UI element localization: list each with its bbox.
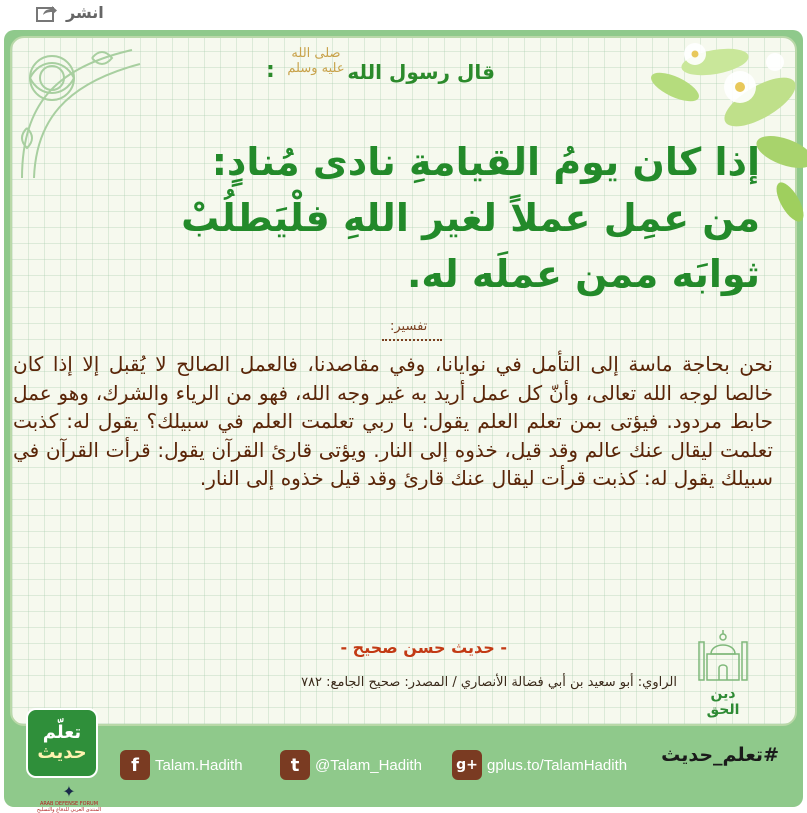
- paper-background: [10, 36, 797, 726]
- google-plus-icon: g+: [452, 750, 482, 780]
- forum-emblem-icon: ✦: [62, 782, 76, 801]
- gplus-link[interactable]: [452, 750, 627, 780]
- hadith-line: من عمِل عملاً لغير اللهِ فلْيَطلُبْ: [181, 196, 760, 240]
- facebook-label: Talam.Hadith: [155, 756, 243, 774]
- arab-defense-forum-watermark: [24, 782, 114, 812]
- hadith-grade: - حديث حسن صحيح -: [340, 638, 507, 657]
- footer-bar: [4, 722, 803, 813]
- mosque-icon: [693, 628, 753, 686]
- intro-heading: قال رسول الله: [347, 60, 495, 84]
- hadith-card: [4, 30, 803, 813]
- facebook-icon: f: [120, 750, 150, 780]
- brand-bottom-text: حديث: [37, 742, 87, 763]
- forum-name-arabic: المنتدى العربي للدفاع والتسليح: [36, 807, 102, 813]
- deen-alhaq-label: دين الحق: [706, 686, 740, 718]
- intro-colon: :: [266, 58, 275, 83]
- dotted-divider: [382, 339, 442, 341]
- twitter-icon: t: [280, 750, 310, 780]
- share-label: انشر: [66, 3, 104, 22]
- forum-name: ARAB DEFENSE FORUM: [39, 801, 99, 807]
- hashtag[interactable]: #تعلم_حديث: [661, 744, 779, 766]
- narrator-source: الراوي: أبو سعيد بن أبي فضالة الأنصاري / المصدر: صحيح الجامع: ٧٨٢: [301, 675, 677, 690]
- top-bar: [0, 0, 807, 30]
- deen-alhaq-logo: [693, 628, 753, 718]
- facebook-link[interactable]: [120, 750, 243, 780]
- share-arrow-icon: [36, 4, 58, 22]
- explanation-text: نحن بحاجة ماسة إلى التأمل في نوايانا، وفي مقاصدنا، فالعمل الصالح لا يُقبل إلا إذا كان خالصا لوجه الله تعالى، وأنّ كل عمل أريد به غير وجه الله، فهو من الرياء والشرك، وهو عمل حابط مردود. فيؤتى بمن تعلم العلم يقول: يا ربي تعلمت العلم في سبيلك؟ يقول له: كذبت تعلمت ليقال عنك عالم وقد قيل، خذوه إلى النار. ويؤتى قارئ القرآن يقول: قرأت القرآن في سبيلك يقول له: كذبت قرأت ليقال عنك قارئ وقد قيل خذوه إلى النار.: [13, 352, 773, 490]
- share-button[interactable]: [36, 3, 104, 22]
- talam-hadith-logo: [26, 708, 98, 778]
- hadith-line: إذا كان يومُ القيامةِ نادى مُنادٍ:: [211, 140, 760, 184]
- tafsir-label: تفسير:: [390, 319, 428, 334]
- twitter-link[interactable]: [280, 750, 422, 780]
- gplus-label: gplus.to/TalamHadith: [487, 756, 628, 774]
- twitter-label: @Talam_Hadith: [315, 756, 422, 774]
- brand-top-text: تعلّم: [42, 722, 82, 743]
- hadith-text: [40, 134, 760, 302]
- pbuh-calligraphy: صلى الله عليه وسلم: [287, 46, 345, 76]
- hadith-line: ثوابَه ممن عملَه له.: [406, 252, 760, 296]
